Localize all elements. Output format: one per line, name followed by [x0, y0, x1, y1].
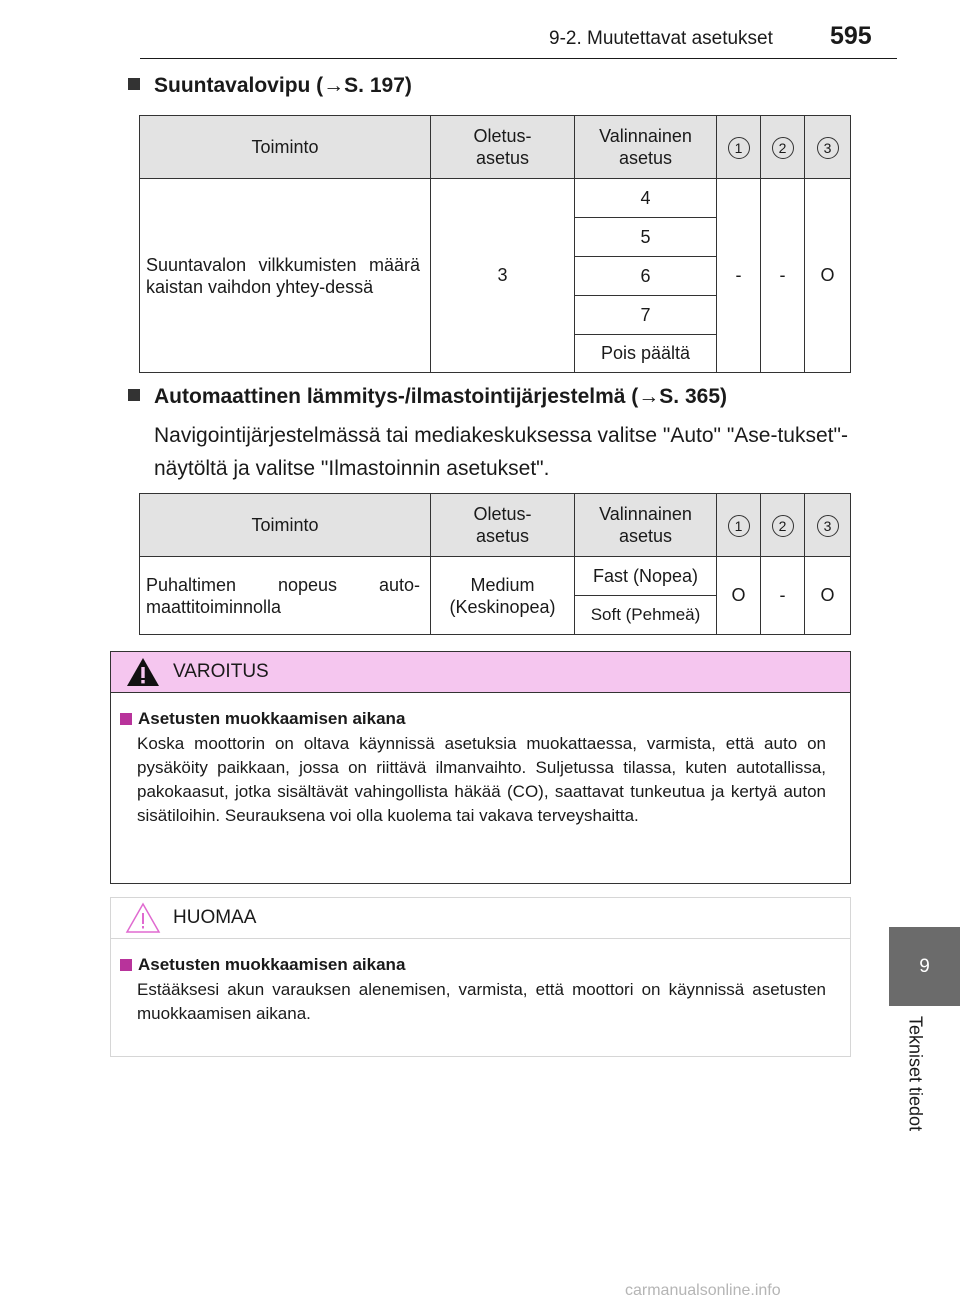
warning-subtitle-text: Asetusten muokkaamisen aikana — [138, 709, 406, 728]
warning-body: Koska moottorin on oltava käynnissä asetuksia muokattaessa, varmista, että auto on pysäköity paikkaan, jossa on riittävä ilmanvaihto. Suljetussa tilassa, kuten autotallissa, pakokaasut, jotka sisältävät vahingollista häkää (CO), saattavat tunkeutua ja kertyä auton sisätiloihin. Seurauksena voi olla kuolema tai vakava terveyshaitta. — [137, 734, 826, 825]
cell-option: Soft (Pehmeä) — [575, 596, 717, 635]
circled-number-1: 1 — [728, 137, 750, 159]
col-circle-3 — [805, 494, 851, 557]
section-title: Suuntavalovipu (→S. 197) — [154, 74, 412, 97]
notice-subtitle — [120, 955, 826, 975]
chapter-tab — [889, 927, 960, 1006]
chapter-label: Tekniset tiedot — [905, 1016, 926, 1132]
cell-option: Pois päältä — [575, 335, 717, 373]
cell-option: 4 — [575, 179, 717, 218]
warning-subtitle — [120, 709, 826, 729]
circled-number-3: 3 — [817, 515, 839, 537]
circled-number-1: 1 — [728, 515, 750, 537]
warning-header — [111, 652, 850, 693]
climate-table — [139, 493, 851, 635]
circled-number-2: 2 — [772, 137, 794, 159]
warning-triangle-icon — [125, 656, 161, 688]
col-optional: Valinnainen asetus — [575, 116, 717, 179]
section-body: Navigointijärjestelmässä tai mediakeskuksessa valitse "Auto" "Ase-tukset"-näytöltä ja valitse "Ilmastoinnin asetukset". — [154, 424, 848, 480]
cell-option: 7 — [575, 296, 717, 335]
section-heading-turn-signal — [128, 74, 412, 98]
notice-body: Estääksesi akun varauksen alenemisen, varmista, että moottori on käynnissä asetusten muokkaamisen aikana. — [137, 980, 826, 1023]
cell-function: Suuntavalon vilkkumisten määrä kaistan vaihdon yhtey-dessä — [140, 179, 431, 373]
col-circle-2 — [761, 494, 805, 557]
warning-box — [110, 651, 851, 884]
cell-default: 3 — [431, 179, 575, 373]
chapter-number: 9 — [919, 955, 930, 977]
bullet-square-icon — [128, 78, 140, 90]
header-rule — [140, 58, 897, 59]
cell-option: Fast (Nopea) — [575, 557, 717, 596]
circled-number-2: 2 — [772, 515, 794, 537]
caution-triangle-icon — [125, 902, 161, 934]
cell-option: 6 — [575, 257, 717, 296]
cell-default: Medium (Keskinopea) — [431, 557, 575, 635]
notice-box — [110, 897, 851, 1057]
notice-label: HUOMAA — [173, 907, 257, 928]
col-function: Toiminto — [140, 494, 431, 557]
col-circle-1 — [717, 116, 761, 179]
cell-c2: - — [761, 179, 805, 373]
col-default: Oletus- asetus — [431, 494, 575, 557]
bullet-square-icon — [128, 389, 140, 401]
col-optional: Valinnainen asetus — [575, 494, 717, 557]
notice-header — [111, 898, 850, 939]
turn-signal-table — [139, 115, 851, 373]
cell-c2: - — [761, 557, 805, 635]
col-function: Toiminto — [140, 116, 431, 179]
cell-c3: O — [805, 557, 851, 635]
cell-option: 5 — [575, 218, 717, 257]
section-heading-climate — [128, 385, 727, 409]
watermark: carmanualsonline.info — [625, 1282, 781, 1299]
header-section-title: 9-2. Muutettavat asetukset — [549, 28, 773, 49]
cell-function: Puhaltimen nopeus auto-maattitoiminnolla — [140, 557, 431, 635]
cell-c1: - — [717, 179, 761, 373]
circled-number-3: 3 — [817, 137, 839, 159]
section-title: Automaattinen lämmitys-/ilmastointijärjestelmä (→S. 365) — [154, 385, 727, 408]
col-circle-1 — [717, 494, 761, 557]
warning-label: VAROITUS — [173, 661, 269, 682]
cell-c1: O — [717, 557, 761, 635]
col-circle-3 — [805, 116, 851, 179]
cell-c3: O — [805, 179, 851, 373]
col-circle-2 — [761, 116, 805, 179]
notice-subtitle-text: Asetusten muokkaamisen aikana — [138, 955, 406, 974]
bullet-square-icon — [120, 959, 132, 971]
bullet-square-icon — [120, 713, 132, 725]
page-number: 595 — [830, 22, 872, 50]
col-default: Oletus- asetus — [431, 116, 575, 179]
